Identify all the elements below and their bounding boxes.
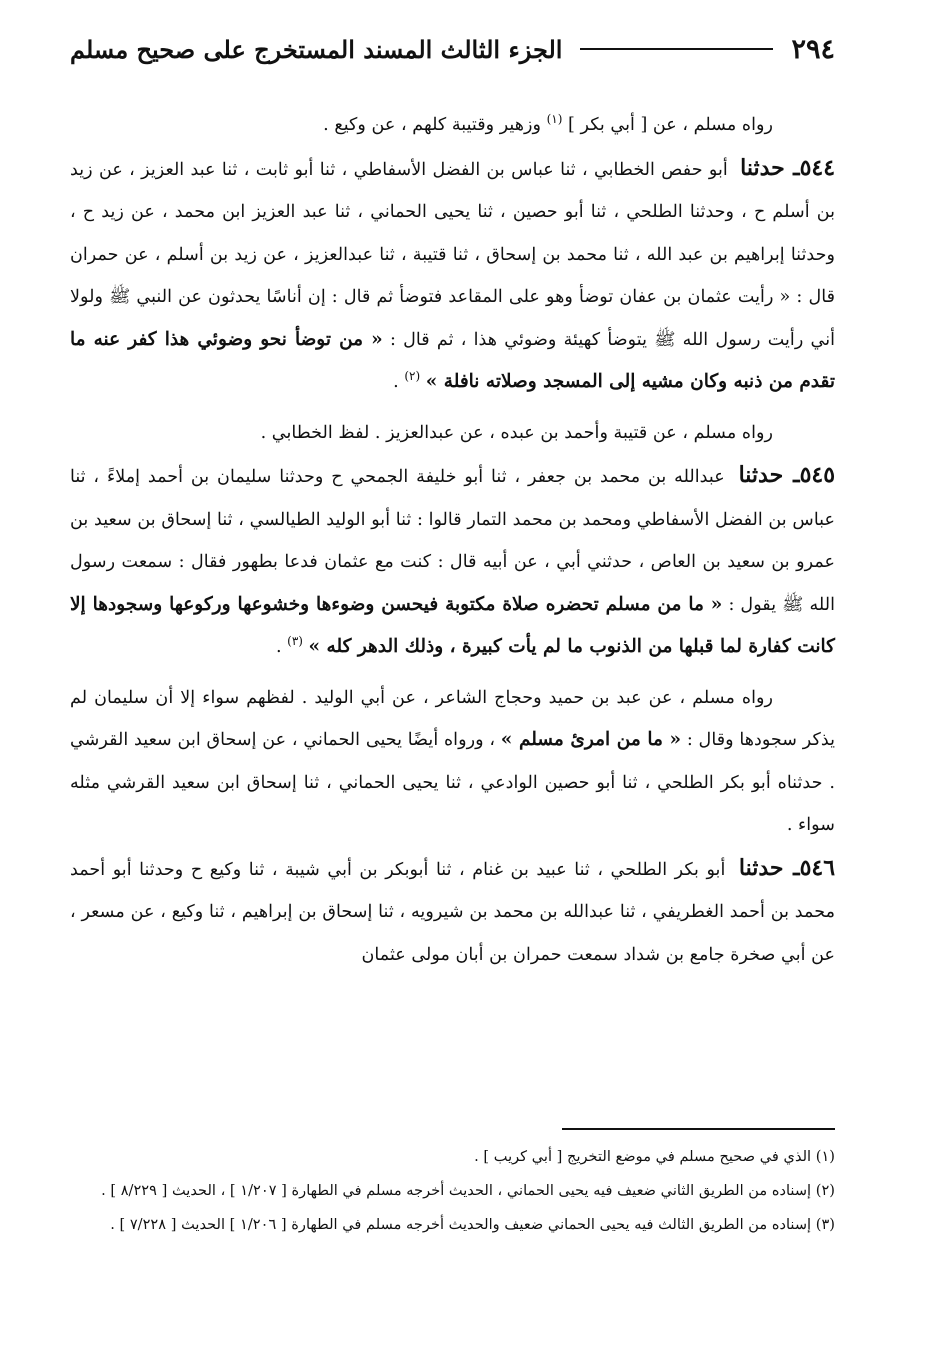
hadith-number: ٥٤٤: [799, 154, 836, 181]
riwayah-paragraph-3: [70, 677, 835, 847]
haddathana-label: ـ حدثنا: [738, 854, 800, 881]
page-number: ٢٩٤: [791, 33, 835, 65]
riwayah-text: رواه مسلم ، عن عبد بن حميد وحجاج الشاعر ، عن أبي الوليد . لفظهم سواء إلا أن سليمان لم يذكر سجودها وقال :: [70, 687, 835, 750]
footnote-3: (٣) إسناده من الطريق الثالث فيه يحيى الحماني ضعيف والحديث أخرجه مسلم في الطهارة [ ١/٢٠٦ ] الحديث [ ٧/٢٢٨ ] .: [110, 1216, 835, 1233]
running-head: الجزء الثالث المسند المستخرج على صحيح مسلم: [70, 34, 563, 64]
matn-text: « ما من مسلم تحضره صلاة مكتوبة فيحسن وضوءها وخشوعها وركوعها وسجودها إلا كانت كفارة لما قبلها من الذنوب ما لم يأت كبيرة ، وذلك الدهر كله »: [70, 593, 835, 657]
athar-text: « رأيت عثمان بن عفان توضأ وهو على المقاعد فتوضأ ثم قال : إن أناسًا يحدثون عن النبي ﷺ ولولا أني رأيت رسول الله ﷺ يتوضأ كهيئة وضوئي هذا ، ثم قال :: [70, 287, 835, 350]
hadith-546: [70, 847, 835, 977]
haddathana-label: ـ حدثنا: [738, 462, 800, 488]
footnotes: [70, 1142, 835, 1244]
quoted-variant: « ما من امرئ مسلم »: [500, 729, 682, 750]
footnote-ref-2: (٢): [404, 369, 421, 384]
footnote-ref-1: (١): [546, 112, 563, 127]
riwayah-text: رواه مسلم ، عن [ أبي بكر ]: [568, 115, 773, 135]
isnad-text: أبو حفص الخطابي ، ثنا عباس بن الفضل الأسفاطي ، ثنا أبو ثابت ، ثنا عبد العزيز ، عن زيد بن أسلم ح ، وحدثنا الطلحي ، ثنا أبو حصين ، ثنا يحيى الحماني ، ثنا عبد العزيز ابن محمد ، عن زيد ح ، وحدثنا إبراهيم بن عبد الله ، ثنا محمد بن إسحاق ، ثنا قتيبة ، ثنا عبدالعزيز ، عن زيد بن أسلم ، عن حمران قال :: [70, 159, 836, 307]
spacer: [70, 669, 835, 677]
end-mark: .: [275, 637, 288, 657]
isnad-text: أبو بكر الطلحي ، ثنا عبيد بن غنام ، ثنا أبوبكر بن أبي شيبة ، ثنا وكيع ح وحدثنا أبو أحمد محمد بن أحمد الغطريفي ، ثنا عبدالله بن محمد بن شيرويه ، ثنا إسحاق بن إبراهيم ، ثنا وكيع ، عن مسعر ، عن أبي صخرة جامع بن شداد سمعت حمران بن أبان مولى عثمان: [70, 859, 835, 965]
footnote-ref-3: (٣): [287, 634, 303, 649]
haddathana-label: ـ حدثنا: [740, 154, 800, 181]
header-rule: [580, 48, 773, 50]
hadith-number: ٥٤٦: [799, 854, 836, 881]
page-body: [70, 104, 835, 976]
footnote-2: (٢) إسناده من الطريق الثاني ضعيف فيه يحيى الحماني ، الحديث أخرجه مسلم في الطهارة [ ١/٢٠٧ ] ، الحديث [ ٨/٢٢٩ ] .: [101, 1182, 835, 1199]
riwayah-text: ، ورواه أيضًا يحيى الحماني ، عن إسحاق ابن سعيد القرشي . حدثناه أبو بكر الطلحي ، ثنا أبو حصين الوادعي ، ثنا يحيى الحماني ، ثنا إسحاق ابن سعيد القرشي مثله سواء .: [70, 730, 835, 835]
footnote-1: (١) الذي في صحيح مسلم في موضع التخريج [ أبي كريب ] .: [474, 1148, 835, 1165]
riwayah-paragraph-1: [70, 104, 835, 147]
hadith-number: ٥٤٥: [799, 462, 836, 488]
hadith-544: [70, 147, 835, 404]
riwayah-paragraph-2: رواه مسلم ، عن قتيبة وأحمد بن عبده ، عن عبدالعزيز . لفظ الخطابي .: [260, 422, 773, 443]
matn-text: « من توضأ نحو وضوئي هذا كفر عنه ما تقدم من ذنبه وكان مشيه إلى المسجد وصلاته نافلة »: [70, 328, 835, 392]
page-header: [70, 26, 835, 72]
end-mark: .: [393, 372, 405, 392]
isnad-text: عبدالله بن محمد بن جعفر ، ثنا أبو خليفة الجمحي ح وحدثنا سليمان بن أحمد إملاءً ، ثنا عباس بن الفضل الأسفاطي ومحمد بن محمد التمار قالوا : ثنا أبو الوليد الطيالسي ، ثنا إسحاق بن سعيد بن عمرو بن سعيد بن العاص ، حدثني أبي ، عن أبيه قال : كنت مع عثمان فدعا بطهور فقال : سمعت رسول الله ﷺ يقول :: [70, 467, 836, 615]
footnote-separator: [562, 1128, 835, 1130]
book-page: [70, 0, 835, 1360]
riwayah-text: وزهير وقتيبة كلهم ، عن وكيع .: [323, 115, 542, 135]
hadith-545: [70, 454, 835, 669]
spacer: [70, 404, 835, 412]
